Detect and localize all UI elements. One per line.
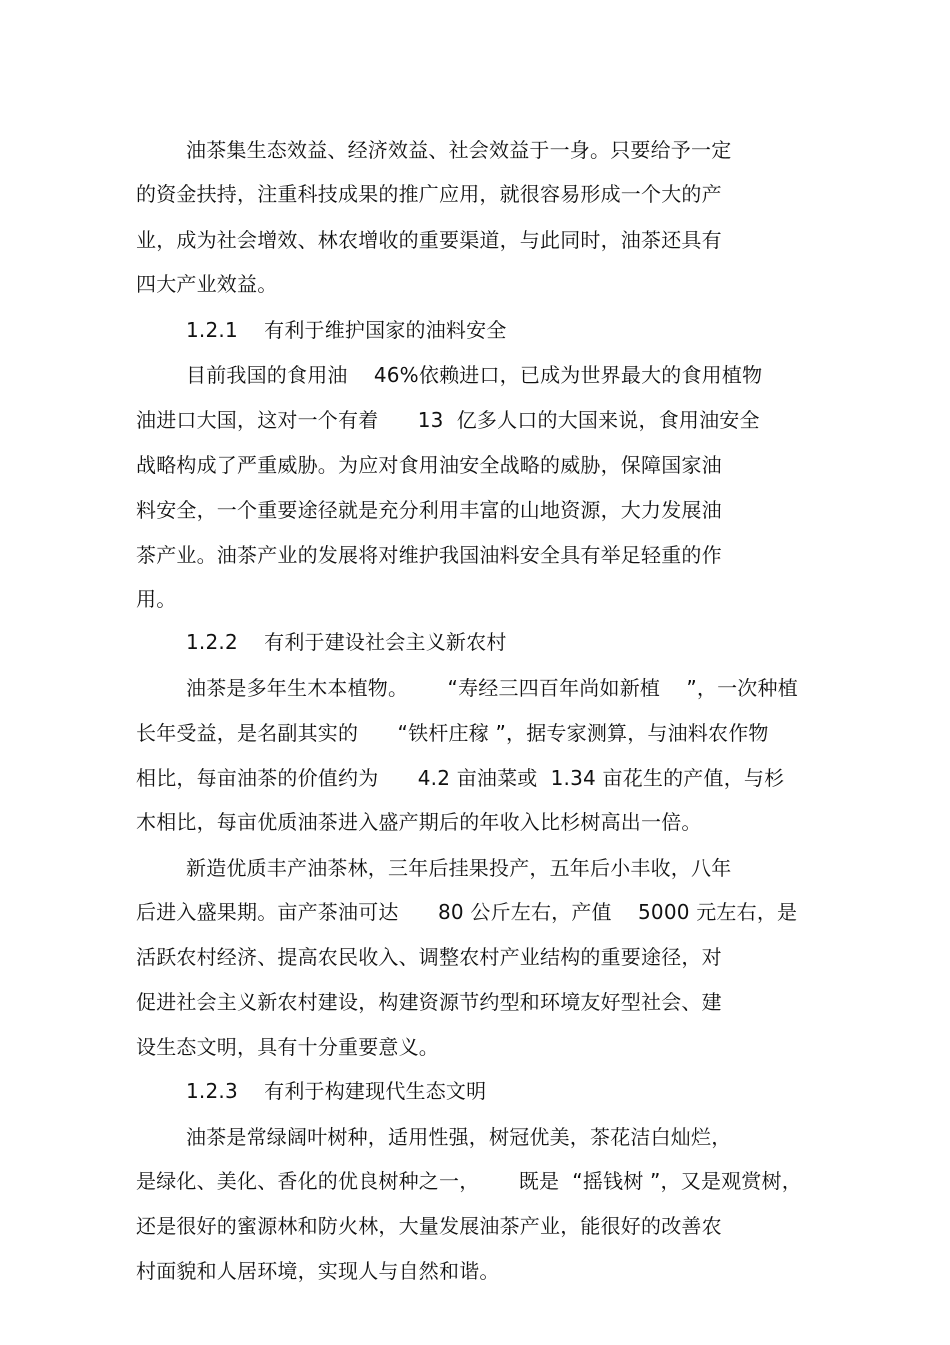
paragraph-line: 后进入盛果期。亩产茶油可达 80 公斤左右，产值 5000 元左右，是 xyxy=(136,900,798,924)
paragraph-line: 促进社会主义新农村建设，构建资源节约型和环境友好型社会、建 xyxy=(136,990,722,1014)
paragraph-line: 四大产业效益。 xyxy=(136,272,278,296)
paragraph-line: 木相比，每亩优质油茶进入盛产期后的年收入比杉树高出一倍。 xyxy=(136,810,702,834)
paragraph-line: 油茶是常绿阔叶树种，适用性强，树冠优美，茶花洁白灿烂， xyxy=(186,1125,732,1149)
paragraph-line: 目前我国的食用油 46%依赖进口，已成为世界最大的食用植物 xyxy=(186,363,763,387)
paragraph-line: 是绿化、美化、香化的优良树种之一， 既是 “摇钱树 ”，又是观赏树， xyxy=(136,1169,802,1193)
section-heading: 1.2.3 有利于构建现代生态文明 xyxy=(186,1079,487,1103)
paragraph-line: 油进口大国，这对一个有着 13 亿多人口的大国来说，食用油安全 xyxy=(136,408,760,432)
paragraph-line: 业，成为社会增效、林农增收的重要渠道，与此同时，油茶还具有 xyxy=(136,228,722,252)
paragraph-line: 还是很好的蜜源林和防火林，大量发展油茶产业，能很好的改善农 xyxy=(136,1214,722,1238)
paragraph-line: 活跃农村经济、提高农民收入、调整农村产业结构的重要途径，对 xyxy=(136,945,722,969)
paragraph-line: 用。 xyxy=(136,587,177,611)
paragraph-line: 油茶集生态效益、经济效益、社会效益于一身。只要给予一定 xyxy=(186,138,732,162)
paragraph-line: 设生态文明，具有十分重要意义。 xyxy=(136,1035,439,1059)
section-heading: 1.2.1 有利于维护国家的油料安全 xyxy=(186,318,507,342)
paragraph-line: 油茶是多年生木本植物。 “寿经三四百年尚如新植 ”，一次种植 xyxy=(186,676,798,700)
paragraph-line: 茶产业。油茶产业的发展将对维护我国油料安全具有举足轻重的作 xyxy=(136,543,722,567)
paragraph-line: 村面貌和人居环境，实现人与自然和谐。 xyxy=(136,1259,500,1283)
section-heading: 1.2.2 有利于建设社会主义新农村 xyxy=(186,630,507,654)
paragraph-line: 长年受益，是名副其实的 “铁杆庄稼 ”，据专家测算，与油料农作物 xyxy=(136,721,769,745)
paragraph-line: 新造优质丰产油茶林，三年后挂果投产，五年后小丰收，八年 xyxy=(186,856,732,880)
paragraph-line: 相比，每亩油茶的价值约为 4.2 亩油菜或 1.34 亩花生的产值，与杉 xyxy=(136,766,785,790)
paragraph-line: 的资金扶持，注重科技成果的推广应用，就很容易形成一个大的产 xyxy=(136,182,722,206)
paragraph-line: 料安全，一个重要途径就是充分利用丰富的山地资源，大力发展油 xyxy=(136,498,722,522)
paragraph-line: 战略构成了严重威胁。为应对食用油安全战略的威胁，保障国家油 xyxy=(136,453,722,477)
